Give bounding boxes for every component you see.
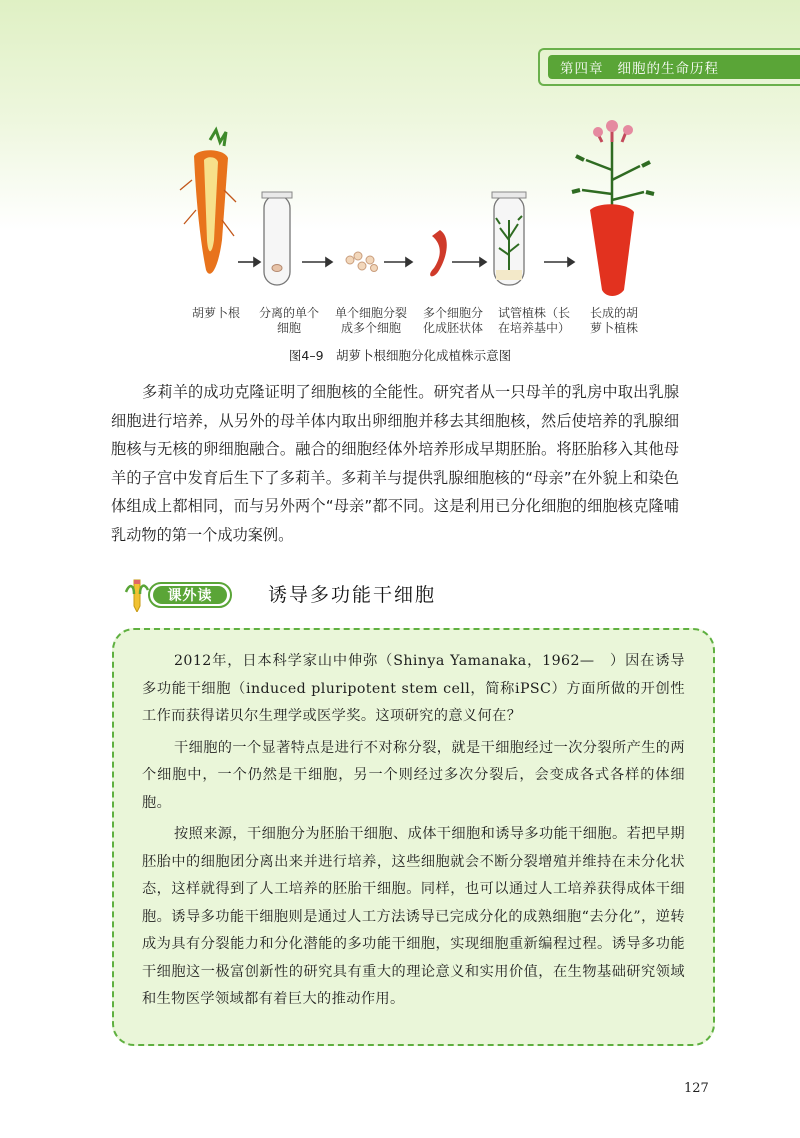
test-tube-plantlet (492, 192, 526, 285)
test-tube-single-cell (262, 192, 292, 285)
section-title: 诱导多功能干细胞 (268, 584, 437, 606)
chapter-header-tab (538, 48, 800, 86)
step-label: 单个细胞分裂 成多个细胞 (334, 306, 407, 335)
step-label: 胡萝卜根 (191, 306, 240, 320)
page-number: 127 (684, 1081, 709, 1096)
chapter-title: 细胞的生命历程 (617, 61, 719, 77)
carrot-root-image (180, 130, 236, 274)
extra-paragraph: 按照来源，干细胞分为胚胎干细胞、成体干细胞和诱导多功能干细胞。若把早期胚胎中的细胞团分离出来并进行培养，这些细胞就会不断分裂增殖并维持在未分化状态，这样就得到了人工培养的胚胎干细胞。同样，也可以通过人工培养获得成体干细胞。诱导多功能干细胞则是通过人工方法诱导已完成分化的成熟细胞“去分化”，逆转成为具有分裂能力和分化潜能的多功能干细胞，实现细胞重新编程过程。诱导多功能干细胞这一极富创新性的研究具有重大的理论意义和实用价值，在生物基础研究领域和生物医学领域都有着巨大的推动作用。 (142, 826, 685, 1007)
step-label: 长成的胡 萝卜植株 (589, 306, 638, 335)
extra-reading-box (112, 628, 715, 1046)
grown-carrot-plant-image (572, 120, 654, 296)
extra-reading-badge-label: 课外读 (153, 586, 227, 604)
figure-caption: 图4–9 胡萝卜根细胞分化成植株示意图 (288, 348, 512, 363)
chapter-header (548, 55, 800, 79)
chapter-number: 第四章 (560, 61, 604, 77)
step-label: 试管植株（长 在培养基中） (497, 306, 570, 335)
extra-paragraph: 干细胞的一个显著特点是进行不对称分裂，就是干细胞经过一次分裂所产生的两个细胞中，一个仍然是干细胞，另一个则经过多次分裂后，会变成各式各样的体细胞。 (142, 739, 685, 811)
dividing-cells-image (346, 252, 378, 272)
body-paragraph: 多莉羊的成功克隆证明了细胞核的全能性。研究者从一只母羊的乳房中取出乳腺细胞进行培养，从另外的母羊体内取出卵细胞并移去其细胞核，然后使培养的乳腺细胞核与无核的卵细胞融合。融合的细胞经体外培养形成早期胚胎。将胚胎移入其他母羊的子宫中发育后生下了多莉羊。多莉羊与提供乳腺细胞核的“母亲”在外貌上和染色体组成上都相同，而与另外两个“母亲”都不同。这是利用已分化细胞的细胞核克隆哺乳动物的第一个成功案例。 (111, 383, 679, 544)
extra-reading-header (116, 572, 656, 612)
embryoid-image (430, 230, 447, 276)
step-label: 多个细胞分 化成胚状体 (422, 306, 483, 335)
extra-paragraph: 2012年，日本科学家山中伸弥（Shinya Yamanaka，1962— ）因在诱导多功能干细胞（induced pluripotent stem cell，简称iPSC）方面所做的开创性工作而获得诺贝尔生理学或医学奖。这项研究的意义何在？ (142, 653, 685, 724)
carrot-cloning-figure (150, 120, 660, 370)
step-label: 分离的单个 细胞 (258, 306, 319, 335)
extra-reading-badge (148, 582, 232, 608)
